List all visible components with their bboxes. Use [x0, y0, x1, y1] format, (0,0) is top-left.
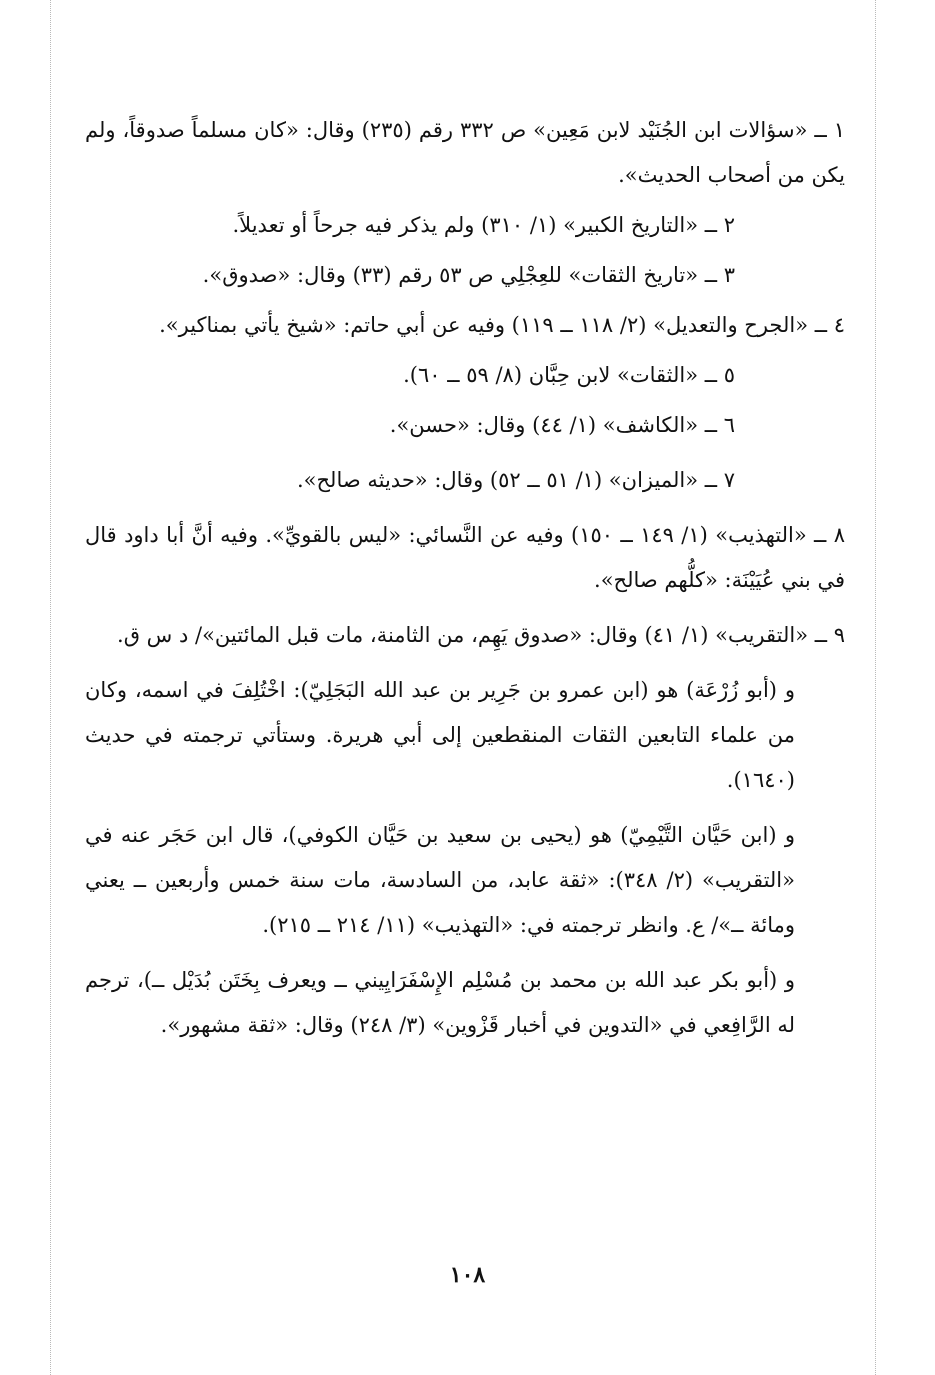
- reference-3: ٣ ــ «تاريخ الثقات» للعِجْلِي ص ٥٣ رقم (٣٣) وقال: «صدوق».: [202, 263, 735, 287]
- reference-4: ٤ ــ «الجرح والتعديل» (٢/ ١١٨ ــ ١١٩) وفيه عن أبي حاتم: «شيخ يأتي بمناكير».: [159, 313, 845, 337]
- reference-8: ٨ ــ «التهذيب» (١/ ١٤٩ ــ ١٥٠) وفيه عن النَّسائي: «ليس بالقويِّ». وفيه أنَّ أبا داود قال في بني عُيَيْنَة: «كلُّهم صالح».: [85, 523, 845, 592]
- note-abu-bakr: و (أبو بكر عبد الله بن محمد بن مُسْلِم الإِسْفَرَايِيني ــ ويعرف بِخَتَن بُدَيْل ــ)، ترجم له الرَّافِعي في «التدوين في أخبار قَزْوين» (٣/ ٢٤٨) وقال: «ثقة مشهور».: [85, 968, 795, 1037]
- reference-1: ١ ــ «سؤالات ابن الجُنَيْد لابن مَعِين» ص ٣٣٢ رقم (٢٣٥) وقال: «كان مسلماً صدوقاً، ولم يكن من أصحاب الحديث».: [85, 118, 845, 187]
- reference-5: ٥ ــ «الثقات» لابن حِبَّان (٨/ ٥٩ ــ ٦٠).: [403, 363, 735, 387]
- reference-9: ٩ ــ «التقريب» (١/ ٤١) وقال: «صدوق يَهِم، من الثامنة، مات قبل المائتين»/ د س ق.: [117, 623, 845, 647]
- footnote-text-block: [85, 108, 845, 1053]
- reference-2: ٢ ــ «التاريخ الكبير» (١/ ٣١٠) ولم يذكر فيه جرحاً أو تعديلاً.: [232, 213, 735, 237]
- note-abu-zura: و (أبو زُرْعَة) هو (ابن عمرو بن جَرِير بن عبد الله البَجَلِيّ): اخْتُلِفَ في اسمه، وكان من علماء التابعين الثقات المنقطعين إلى أبي هريرة. وستأتي ترجمته في حديث (١٦٤٠).: [85, 678, 795, 792]
- reference-6: ٦ ــ «الكاشف» (١/ ٤٤) وقال: «حسن».: [389, 413, 735, 437]
- page-number: ١٠٨: [449, 1262, 486, 1288]
- right-margin-guide: [875, 0, 876, 1375]
- note-ibn-hayyan: و (ابن حَيَّان التَّيْمِيّ) هو (يحيى بن سعيد بن حَيَّان الكوفي)، قال ابن حَجَر عنه في «التقريب» (٢/ ٣٤٨): «ثقة عابد، من السادسة، مات سنة خمس وأربعين ــ يعني ومائة ــ»/ ع. وانظر ترجمته في: «التهذيب» (١١/ ٢١٤ ــ ٢١٥).: [85, 823, 795, 937]
- left-margin-guide: [50, 0, 51, 1375]
- reference-7: ٧ ــ «الميزان» (١/ ٥١ ــ ٥٢) وقال: «حديثه صالح».: [296, 468, 735, 492]
